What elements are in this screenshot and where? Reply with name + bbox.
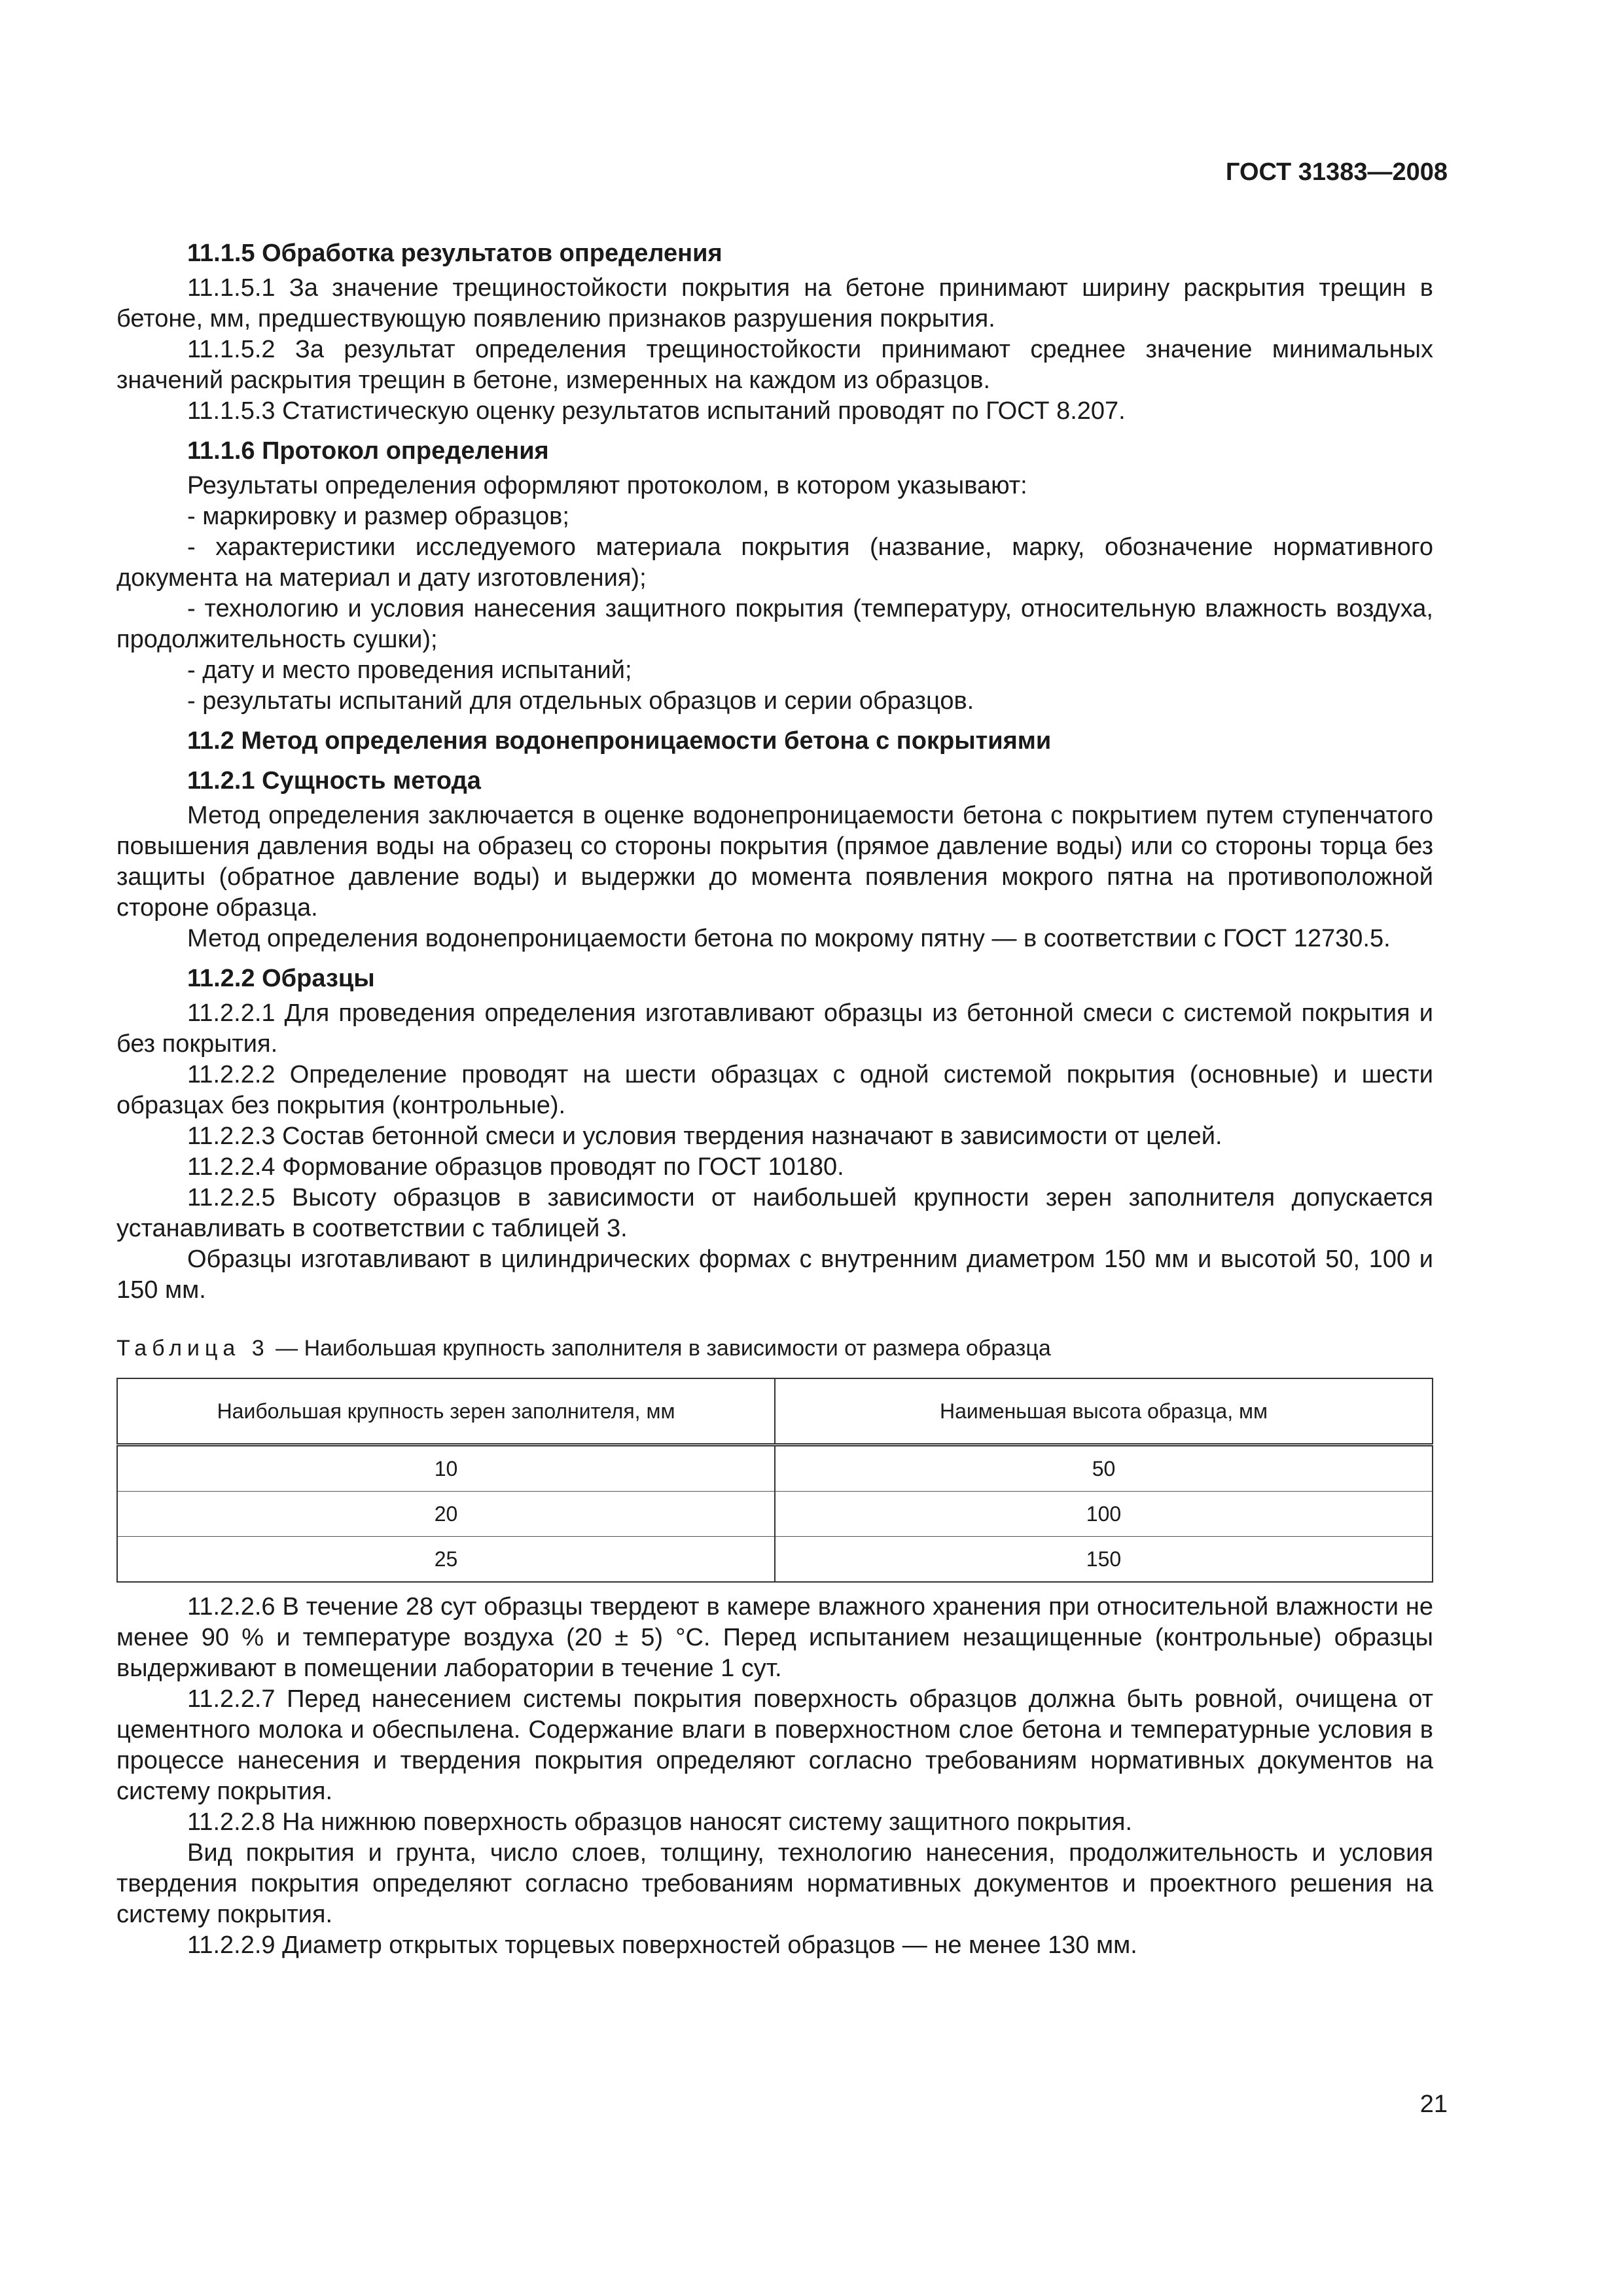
paragraph: 11.1.5.1 За значение трещиностойкости покрытия на бетоне принимают ширину раскрытия трещин в бетоне, мм, предшествующую появлению признаков разрушения покрытия. bbox=[116, 274, 1433, 332]
list-item: - результаты испытаний для отдельных образцов и серии образцов. bbox=[187, 687, 974, 715]
paragraph: 11.2.2.5 Высоту образцов в зависимости от наибольшей крупности зерен заполнителя допускается устанавливать в соответствии с таблицей 3. bbox=[116, 1184, 1433, 1242]
list-item: - технологию и условия нанесения защитного покрытия (температуру, относительную влажность воздуха, продолжительность сушки); bbox=[116, 595, 1433, 653]
page-number: 21 bbox=[1419, 2090, 1448, 2118]
document-header: ГОСТ 31383—2008 bbox=[1225, 158, 1448, 186]
table-header-aggregate-size: Наибольшая крупность зерен заполнителя, мм bbox=[117, 1378, 775, 1445]
paragraph: 11.2.2.8 На нижнюю поверхность образцов наносят систему защитного покрытия. bbox=[187, 1808, 1133, 1836]
paragraph: Метод определения заключается в оценке водонепроницаемости бетона с покрытием путем ступенчатого повышения давления воды на образец со стороны покрытия (прямое давление воды) или со стороны торца без защиты (обратное давление воды) и выдержки до момента появления мокрого пятна на противоположной стороне образца. bbox=[116, 802, 1433, 922]
section-heading-11-1-5: 11.1.5 Обработка результатов определения bbox=[187, 240, 722, 267]
paragraph: 11.1.5.2 За результат определения трещиностойкости принимают среднее значение минимальных значений раскрытия трещин в бетоне, измеренных на каждом из образцов. bbox=[116, 336, 1433, 394]
page-body bbox=[116, 229, 1433, 1961]
paragraph: 11.2.2.7 Перед нанесением системы покрытия поверхность образцов должна быть ровной, очищена от цементного молока и обеспылена. Содержание влаги в поверхностном слое бетона и температурные условия в процессе нанесения и твердения покрытия определяют согласно требованиям нормативных документов на систему покрытия. bbox=[116, 1685, 1433, 1805]
list-item: - маркировку и размер образцов; bbox=[187, 503, 569, 530]
paragraph: 11.1.5.3 Статистическую оценку результатов испытаний проводят по ГОСТ 8.207. bbox=[187, 397, 1126, 425]
list-item: - характеристики исследуемого материала покрытия (название, марку, обозначение нормативного документа на материал и дату изготовления); bbox=[116, 533, 1433, 592]
paragraph: 11.2.2.3 Состав бетонной смеси и условия твердения назначают в зависимости от целей. bbox=[187, 1122, 1222, 1150]
paragraph: 11.2.2.4 Формование образцов проводят по ГОСТ 10180. bbox=[187, 1153, 844, 1181]
table-cell: 25 bbox=[117, 1537, 775, 1583]
table-cell: 100 bbox=[775, 1492, 1433, 1537]
table-caption-text: — Наибольшая крупность заполнителя в зависимости от размера образца bbox=[269, 1336, 1051, 1361]
paragraph: 11.2.2.1 Для проведения определения изготавливают образцы из бетонной смеси с системой покрытия и без покрытия. bbox=[116, 999, 1433, 1058]
section-heading-11-1-6: 11.1.6 Протокол определения bbox=[187, 437, 549, 465]
table-caption bbox=[116, 1335, 1433, 1362]
table-row bbox=[117, 1445, 1433, 1492]
table-row bbox=[117, 1492, 1433, 1537]
paragraph: Вид покрытия и грунта, число слоев, толщину, технологию нанесения, продолжительность и условия твердения покрытия определяют согласно требованиям нормативных документов и проектного решения на систему покрытия. bbox=[116, 1839, 1433, 1928]
section-heading-11-2-2: 11.2.2 Образцы bbox=[187, 965, 375, 992]
table-header-row bbox=[117, 1378, 1433, 1445]
section-heading-11-2: 11.2 Метод определения водонепроницаемости бетона с покрытиями bbox=[187, 727, 1052, 755]
table-cell: 50 bbox=[775, 1445, 1433, 1492]
paragraph: Метод определения водонепроницаемости бетона по мокрому пятну — в соответствии с ГОСТ 12730.5. bbox=[187, 925, 1391, 952]
table-3 bbox=[116, 1378, 1433, 1583]
table-cell: 20 bbox=[117, 1492, 775, 1537]
paragraph: Образцы изготавливают в цилиндрических формах с внутренним диаметром 150 мм и высотой 50, 100 и 150 мм. bbox=[116, 1246, 1433, 1304]
table-header-min-height: Наименьшая высота образца, мм bbox=[775, 1378, 1433, 1445]
paragraph: 11.2.2.2 Определение проводят на шести образцах с одной системой покрытия (основные) и шести образцах без покрытия (контрольные). bbox=[116, 1061, 1433, 1119]
paragraph: 11.2.2.6 В течение 28 сут образцы твердеют в камере влажного хранения при относительной влажности не менее 90 % и температуре воздуха (20 ± 5) °С. Перед испытанием незащищенные (контрольные) образцы выдерживают в помещении лаборатории в течение 1 сут. bbox=[116, 1593, 1433, 1682]
table-row bbox=[117, 1537, 1433, 1583]
table-cell: 10 bbox=[117, 1445, 775, 1492]
section-heading-11-2-1: 11.2.1 Сущность метода bbox=[187, 767, 481, 795]
table-cell: 150 bbox=[775, 1537, 1433, 1583]
list-item: - дату и место проведения испытаний; bbox=[187, 656, 632, 684]
paragraph: Результаты определения оформляют протоколом, в котором указывают: bbox=[187, 472, 1027, 499]
paragraph: 11.2.2.9 Диаметр открытых торцевых поверхностей образцов — не менее 130 мм. bbox=[187, 1931, 1137, 1959]
table-caption-label: Таблица 3 bbox=[116, 1336, 270, 1361]
